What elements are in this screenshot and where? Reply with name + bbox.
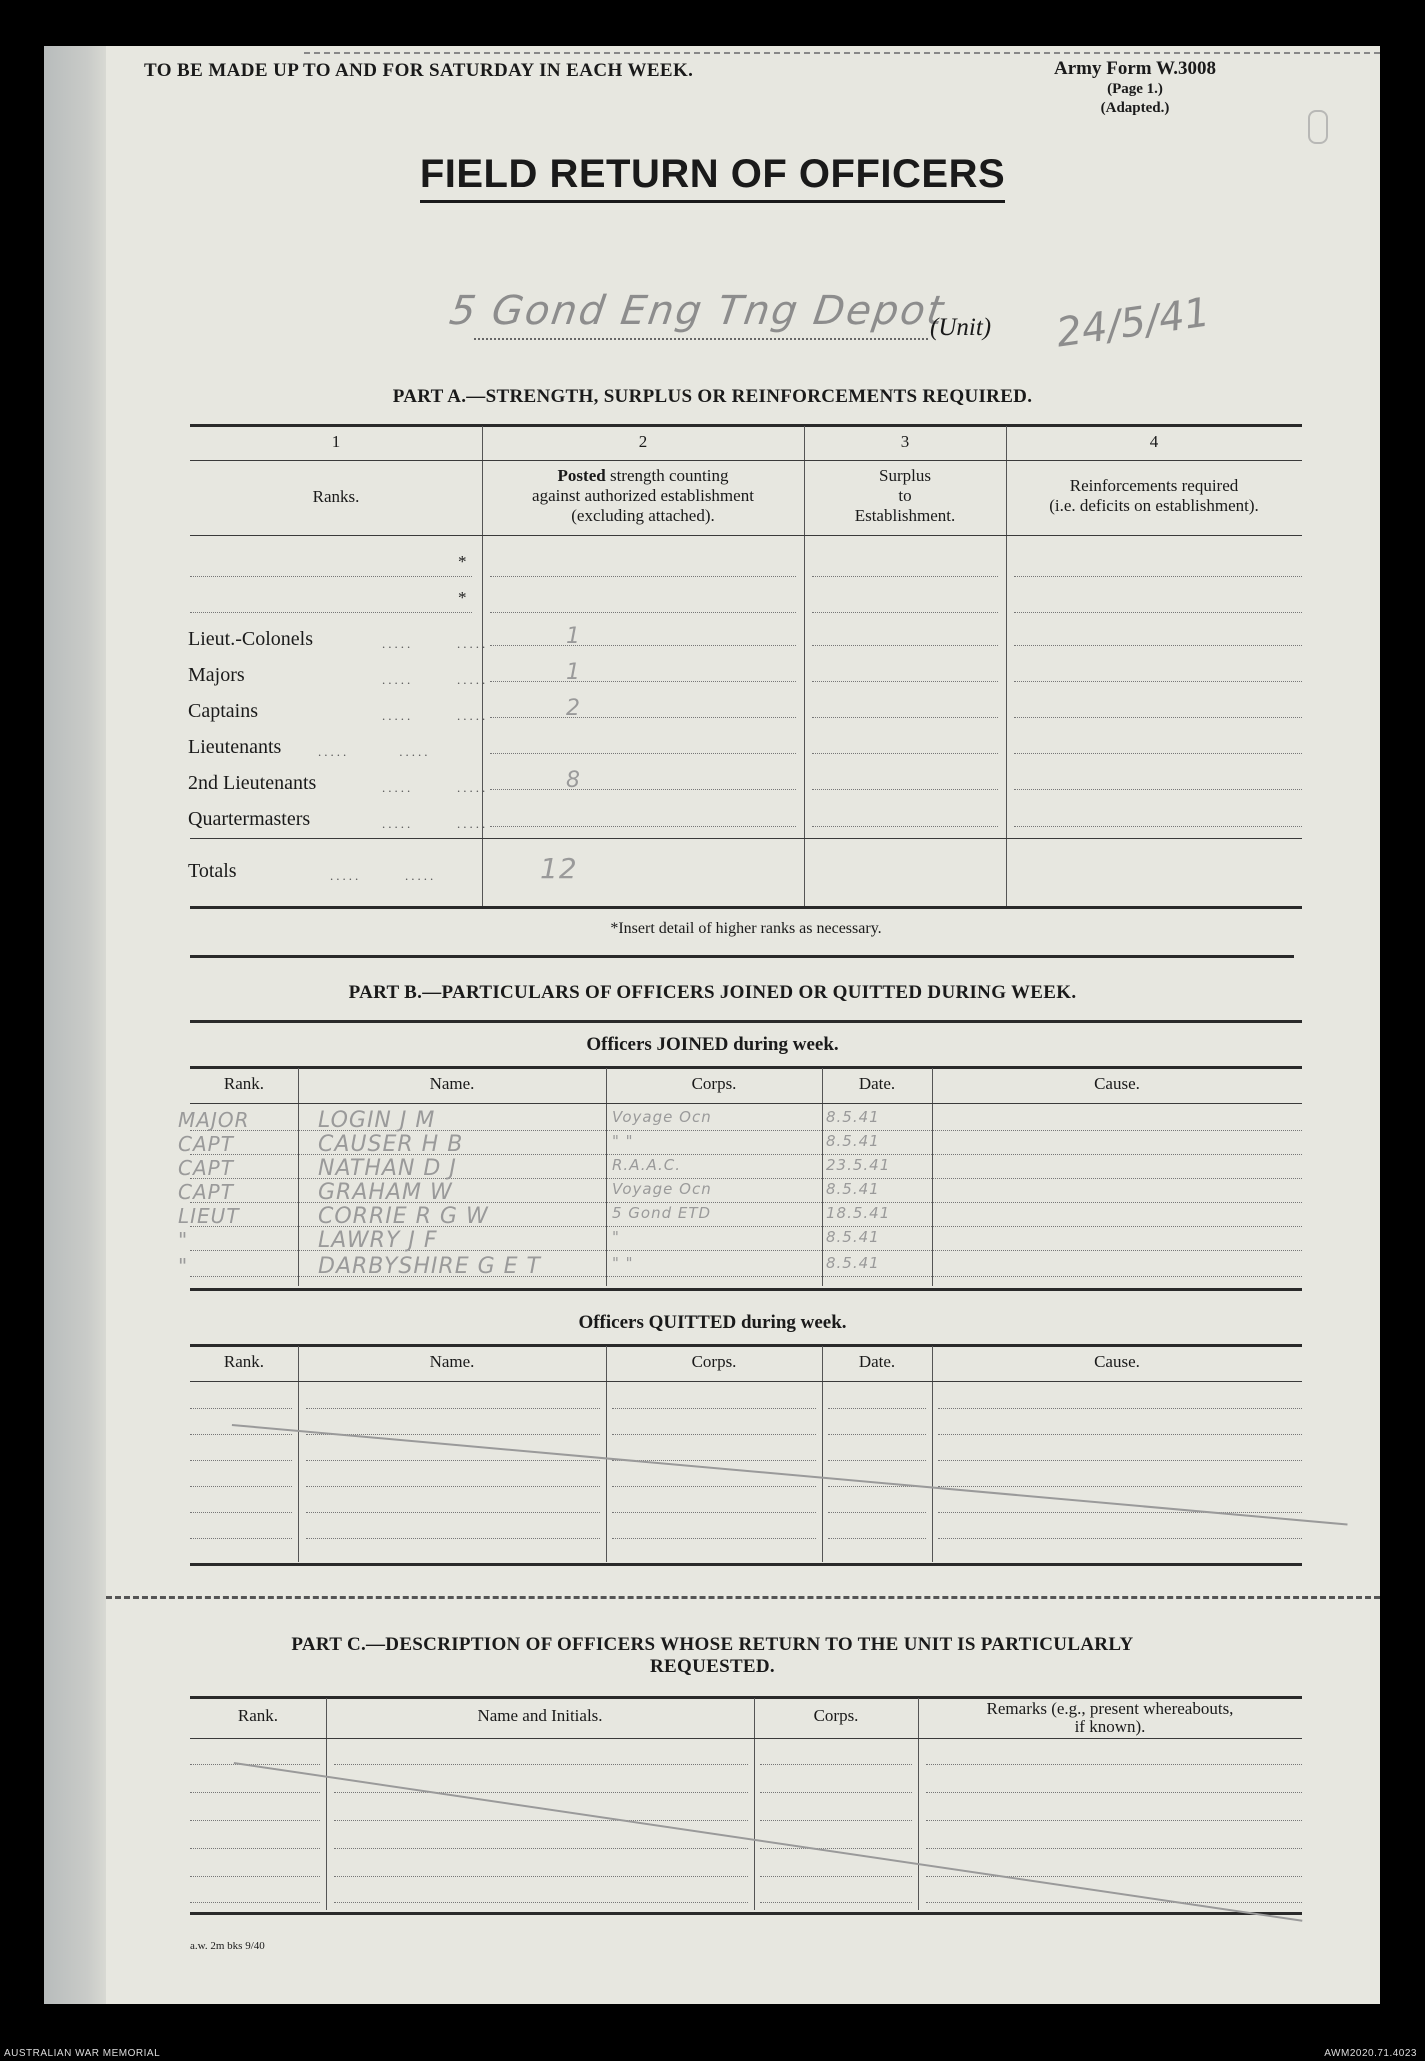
table-row-line [190, 1434, 292, 1435]
quitted-table-top-rule [190, 1344, 1302, 1347]
table-col-divider [606, 1068, 607, 1286]
joined-corps-cell: " " [612, 1254, 634, 1272]
remarks-header-2: if known). [1074, 1717, 1146, 1736]
column-header: Date. [858, 1352, 896, 1371]
table-row-line [760, 1820, 912, 1821]
table-row-line [190, 1486, 292, 1487]
page-edge-shadow [44, 46, 106, 2004]
joined-rank-cell: MAJOR [178, 1108, 250, 1132]
leader-dots: ..... ..... [382, 816, 489, 831]
top-perforation [304, 52, 1380, 54]
table-row-line [190, 1538, 292, 1539]
table-row-line [938, 1486, 1302, 1487]
table-row-line [190, 1408, 292, 1409]
table-row-line [926, 1820, 1302, 1821]
table-row-line [190, 1460, 292, 1461]
part-a-bottom-rule [190, 906, 1302, 909]
joined-table-bottom-rule [190, 1288, 1302, 1291]
table-row-line [190, 1820, 320, 1821]
table-row-line [190, 1792, 320, 1793]
table-col-divider [298, 1068, 299, 1286]
reinforcements-header-2: (i.e. deficits on establishment). [1049, 496, 1259, 515]
rank-label: 2nd Lieutenants [188, 772, 317, 794]
column-header: Corps. [691, 1352, 737, 1371]
posted-header-bold: Posted [557, 466, 606, 485]
row-dotted-line [1014, 789, 1302, 790]
row-dotted-line [1014, 681, 1302, 682]
posted-header [482, 466, 804, 526]
rank-label: Captains [188, 700, 258, 722]
date-handwriting: 24/5/41 [1053, 289, 1213, 357]
rank-label: Lieut.-Colonels [188, 628, 313, 650]
posted-header-line3: (excluding attached). [571, 506, 715, 525]
table-row-line [190, 1876, 320, 1877]
row-dotted-line [490, 681, 796, 682]
table-row-line [926, 1902, 1302, 1903]
table-col-divider [822, 1068, 823, 1286]
joined-name-cell: LOGIN J M [318, 1108, 436, 1133]
table-row-line [760, 1792, 912, 1793]
page-title-text: FIELD RETURN OF OFFICERS [420, 152, 1005, 203]
table-row-line [190, 1902, 320, 1903]
table-row-line [306, 1538, 600, 1539]
column-header: Date. [858, 1074, 896, 1093]
joined-rank-cell: " [178, 1228, 189, 1252]
table-row-line [828, 1538, 926, 1539]
row-dotted-line [490, 612, 796, 613]
reinforcements-header [1006, 476, 1302, 516]
surplus-header [804, 466, 1006, 526]
asterisk-mark: * [458, 588, 467, 607]
row-dotted-line [1014, 753, 1302, 754]
joined-name-cell: CORRIE R G W [318, 1204, 489, 1229]
table-row-line [190, 1848, 320, 1849]
table-row-line [612, 1486, 816, 1487]
col-number-2: 2 [638, 432, 648, 451]
adapted-note: (Adapted.) [1100, 100, 1170, 116]
table-row-line [938, 1434, 1302, 1435]
table-row-line [926, 1764, 1302, 1765]
header-rule [190, 1103, 1302, 1104]
totals-label: Totals [188, 860, 237, 882]
row-dotted-line [1014, 826, 1302, 827]
joined-table-top-rule [190, 1066, 1302, 1069]
joined-name-cell: DARBYSHIRE G E T [318, 1254, 541, 1279]
quitted-heading-key: QUITTED [648, 1312, 737, 1333]
table-col-divider [822, 1346, 823, 1562]
posted-strength-value: 2 [566, 696, 581, 721]
header-rule [190, 1738, 1302, 1739]
table-row-line [334, 1764, 748, 1765]
column-header: Rank. [223, 1352, 265, 1371]
joined-rank-cell: CAPT [178, 1180, 234, 1204]
paper-clip-icon [1308, 110, 1328, 144]
quitted-heading-post: during week. [736, 1312, 847, 1333]
table-col-divider [298, 1346, 299, 1562]
joined-name-cell: NATHAN D J [318, 1156, 457, 1181]
page-title [0, 152, 1425, 197]
surplus-header-2: to [898, 486, 912, 505]
joined-rank-cell: CAPT [178, 1156, 234, 1180]
row-dotted-line [490, 789, 796, 790]
joined-corps-cell: " [612, 1228, 620, 1246]
row-dotted-line [812, 612, 998, 613]
col-number-3: 3 [900, 432, 910, 451]
table-row-line [612, 1434, 816, 1435]
leader-dots: ..... ..... [382, 636, 489, 651]
totals-value: 12 [540, 852, 578, 885]
joined-date-cell: 23.5.41 [826, 1156, 891, 1174]
posted-strength-value: 1 [566, 624, 581, 649]
row-dotted-line [812, 717, 998, 718]
joined-date-cell: 8.5.41 [826, 1254, 880, 1272]
ranks-header: Ranks. [312, 487, 360, 506]
table-row-line [306, 1486, 600, 1487]
table-row-line [926, 1848, 1302, 1849]
table-row-line [938, 1512, 1302, 1513]
joined-corps-cell: R.A.A.C. [612, 1156, 682, 1174]
quitted-heading [0, 1312, 1425, 1334]
table-row-line [306, 1512, 600, 1513]
table-col-divider [932, 1346, 933, 1562]
weekly-instruction: TO BE MADE UP TO AND FOR SATURDAY IN EACH WEEK. [144, 60, 694, 81]
part-c-heading-line2: REQUESTED. [650, 1656, 775, 1677]
row-dotted-line [490, 826, 796, 827]
joined-name-cell: LAWRY J F [318, 1228, 438, 1253]
leader-dots: ..... ..... [318, 744, 431, 759]
totals-rule [190, 838, 1302, 839]
surplus-header-1: Surplus [879, 466, 931, 485]
archive-reference: AWM2020.71.4023 [1324, 2048, 1417, 2059]
part-c-heading [0, 1634, 1425, 1678]
table-row-line [938, 1460, 1302, 1461]
joined-heading [0, 1034, 1425, 1056]
table-col-divider [326, 1698, 327, 1910]
joined-date-cell: 8.5.41 [826, 1228, 880, 1246]
joined-heading-pre: Officers [586, 1034, 657, 1055]
leader-dots: ..... ..... [382, 708, 489, 723]
table-row-line [828, 1512, 926, 1513]
table-row-line [760, 1764, 912, 1765]
table-row-line [760, 1902, 912, 1903]
rank-label: Lieutenants [188, 736, 282, 758]
column-header: Name and Initials. [477, 1706, 603, 1725]
footnote: *Insert detail of higher ranks as necessary. [610, 920, 882, 937]
table-row-line [828, 1408, 926, 1409]
column-header: Corps. [813, 1706, 859, 1725]
column-header: Name. [429, 1074, 475, 1093]
joined-corps-cell: " " [612, 1132, 634, 1150]
footnote-rule [190, 955, 1294, 958]
posted-strength-value: 8 [566, 768, 581, 793]
column-header: Cause. [1094, 1352, 1140, 1371]
table-row-line [190, 1512, 292, 1513]
print-code: a.w. 2m bks 9/40 [190, 1940, 265, 1952]
table-row-line [306, 1408, 600, 1409]
quitted-heading-pre: Officers [578, 1312, 649, 1333]
table-row-line [612, 1538, 816, 1539]
joined-rank-cell: " [178, 1254, 189, 1278]
part-a-heading: PART A.—STRENGTH, SURPLUS OR REINFORCEMENTS REQUIRED. [392, 386, 1033, 407]
col-number-1: 1 [331, 432, 341, 451]
table-row-line [760, 1876, 912, 1877]
row-dotted-line [812, 753, 998, 754]
rank-label: Majors [188, 664, 245, 686]
row-dotted-line [1014, 717, 1302, 718]
joined-date-cell: 8.5.41 [826, 1180, 880, 1198]
column-header: Cause. [1094, 1074, 1140, 1093]
joined-corps-cell: Voyage Ocn [612, 1108, 712, 1126]
leader-dots: ..... ..... [382, 672, 489, 687]
form-number: Army Form W.3008 [1054, 58, 1217, 79]
table-row-line [334, 1876, 748, 1877]
row-dotted-line [1014, 645, 1302, 646]
archive-credit: AUSTRALIAN WAR MEMORIAL [4, 2048, 161, 2059]
row-dotted-line [1014, 612, 1302, 613]
row-dotted-line [490, 645, 796, 646]
column-header: Rank. [223, 1074, 265, 1093]
column-header: Rank. [237, 1706, 279, 1725]
row-dotted-line [490, 753, 796, 754]
table-row-line [334, 1820, 748, 1821]
part-a-top-rule [190, 424, 1302, 427]
surplus-header-3: Establishment. [854, 506, 956, 525]
row-dotted-line [490, 717, 796, 718]
remarks-header-1: Remarks (e.g., present whereabouts, [986, 1699, 1234, 1718]
table-col-divider [754, 1698, 755, 1910]
asterisk-mark: * [458, 552, 467, 571]
page-number: (Page 1.) [1107, 81, 1163, 97]
row-dotted-line [812, 789, 998, 790]
table-row-line [760, 1848, 912, 1849]
table-row-line [926, 1876, 1302, 1877]
column-header: Name. [429, 1352, 475, 1371]
joined-corps-cell: 5 Gond ETD [612, 1204, 712, 1222]
table-row-line [612, 1408, 816, 1409]
reinforcements-header-1: Reinforcements required [1069, 476, 1239, 495]
table-row-line [828, 1460, 926, 1461]
rank-label: Quartermasters [188, 808, 311, 830]
unit-line [474, 338, 928, 340]
part-b-top-rule [190, 1020, 1302, 1023]
posted-strength-value: 1 [566, 660, 581, 685]
table-row-line [612, 1512, 816, 1513]
row-dotted-line [812, 645, 998, 646]
leader-dots: ..... ..... [382, 780, 489, 795]
col-number-rule [190, 460, 1302, 461]
table-row-line [334, 1848, 748, 1849]
joined-date-cell: 18.5.41 [826, 1204, 891, 1222]
table-row-line [306, 1460, 600, 1461]
joined-name-cell: GRAHAM W [318, 1180, 453, 1205]
part-c-heading-line1: PART C.—DESCRIPTION OF OFFICERS WHOSE RETURN TO THE UNIT IS PARTICULARLY [291, 1634, 1134, 1655]
row-dotted-line [812, 826, 998, 827]
joined-date-cell: 8.5.41 [826, 1132, 880, 1150]
table-row-line [938, 1538, 1302, 1539]
table-col-divider [606, 1346, 607, 1562]
row-dotted-line [490, 576, 796, 577]
unit-handwriting: 5 Gond Eng Tng Depot [446, 288, 948, 334]
remarks-header [918, 1700, 1302, 1736]
part-b-heading: PART B.—PARTICULARS OF OFFICERS JOINED OR QUITTED DURING WEEK. [348, 982, 1077, 1003]
form-number-block [1054, 58, 1216, 118]
joined-rank-cell: LIEUT [178, 1204, 240, 1228]
column-header: Corps. [691, 1074, 737, 1093]
blank-rank-line [190, 612, 472, 613]
row-dotted-line [1014, 576, 1302, 577]
joined-corps-cell: Voyage Ocn [612, 1180, 712, 1198]
middle-perforation [106, 1596, 1380, 1599]
posted-header-line2: against authorized establishment [532, 486, 754, 505]
posted-header-rest: strength counting [605, 466, 729, 485]
row-dotted-line [812, 576, 998, 577]
blank-rank-line [190, 576, 472, 577]
joined-heading-post: during week. [728, 1034, 839, 1055]
row-dotted-line [812, 681, 998, 682]
quitted-table-bottom-rule [190, 1563, 1302, 1566]
unit-label: (Unit) [930, 314, 992, 341]
table-col-divider [932, 1068, 933, 1286]
joined-heading-key: JOINED [656, 1034, 729, 1055]
table-row-line [828, 1434, 926, 1435]
table-row-line [334, 1792, 748, 1793]
table-row-line [334, 1902, 748, 1903]
joined-rank-cell: CAPT [178, 1132, 234, 1156]
joined-name-cell: CAUSER H B [318, 1132, 464, 1157]
table-row-line [926, 1792, 1302, 1793]
joined-date-cell: 8.5.41 [826, 1108, 880, 1126]
part-c-bottom-rule [190, 1912, 1302, 1915]
col-number-4: 4 [1149, 432, 1159, 451]
leader-dots: ..... ..... [330, 868, 437, 883]
table-row-line [938, 1408, 1302, 1409]
header-rule [190, 535, 1302, 536]
header-rule [190, 1381, 1302, 1382]
